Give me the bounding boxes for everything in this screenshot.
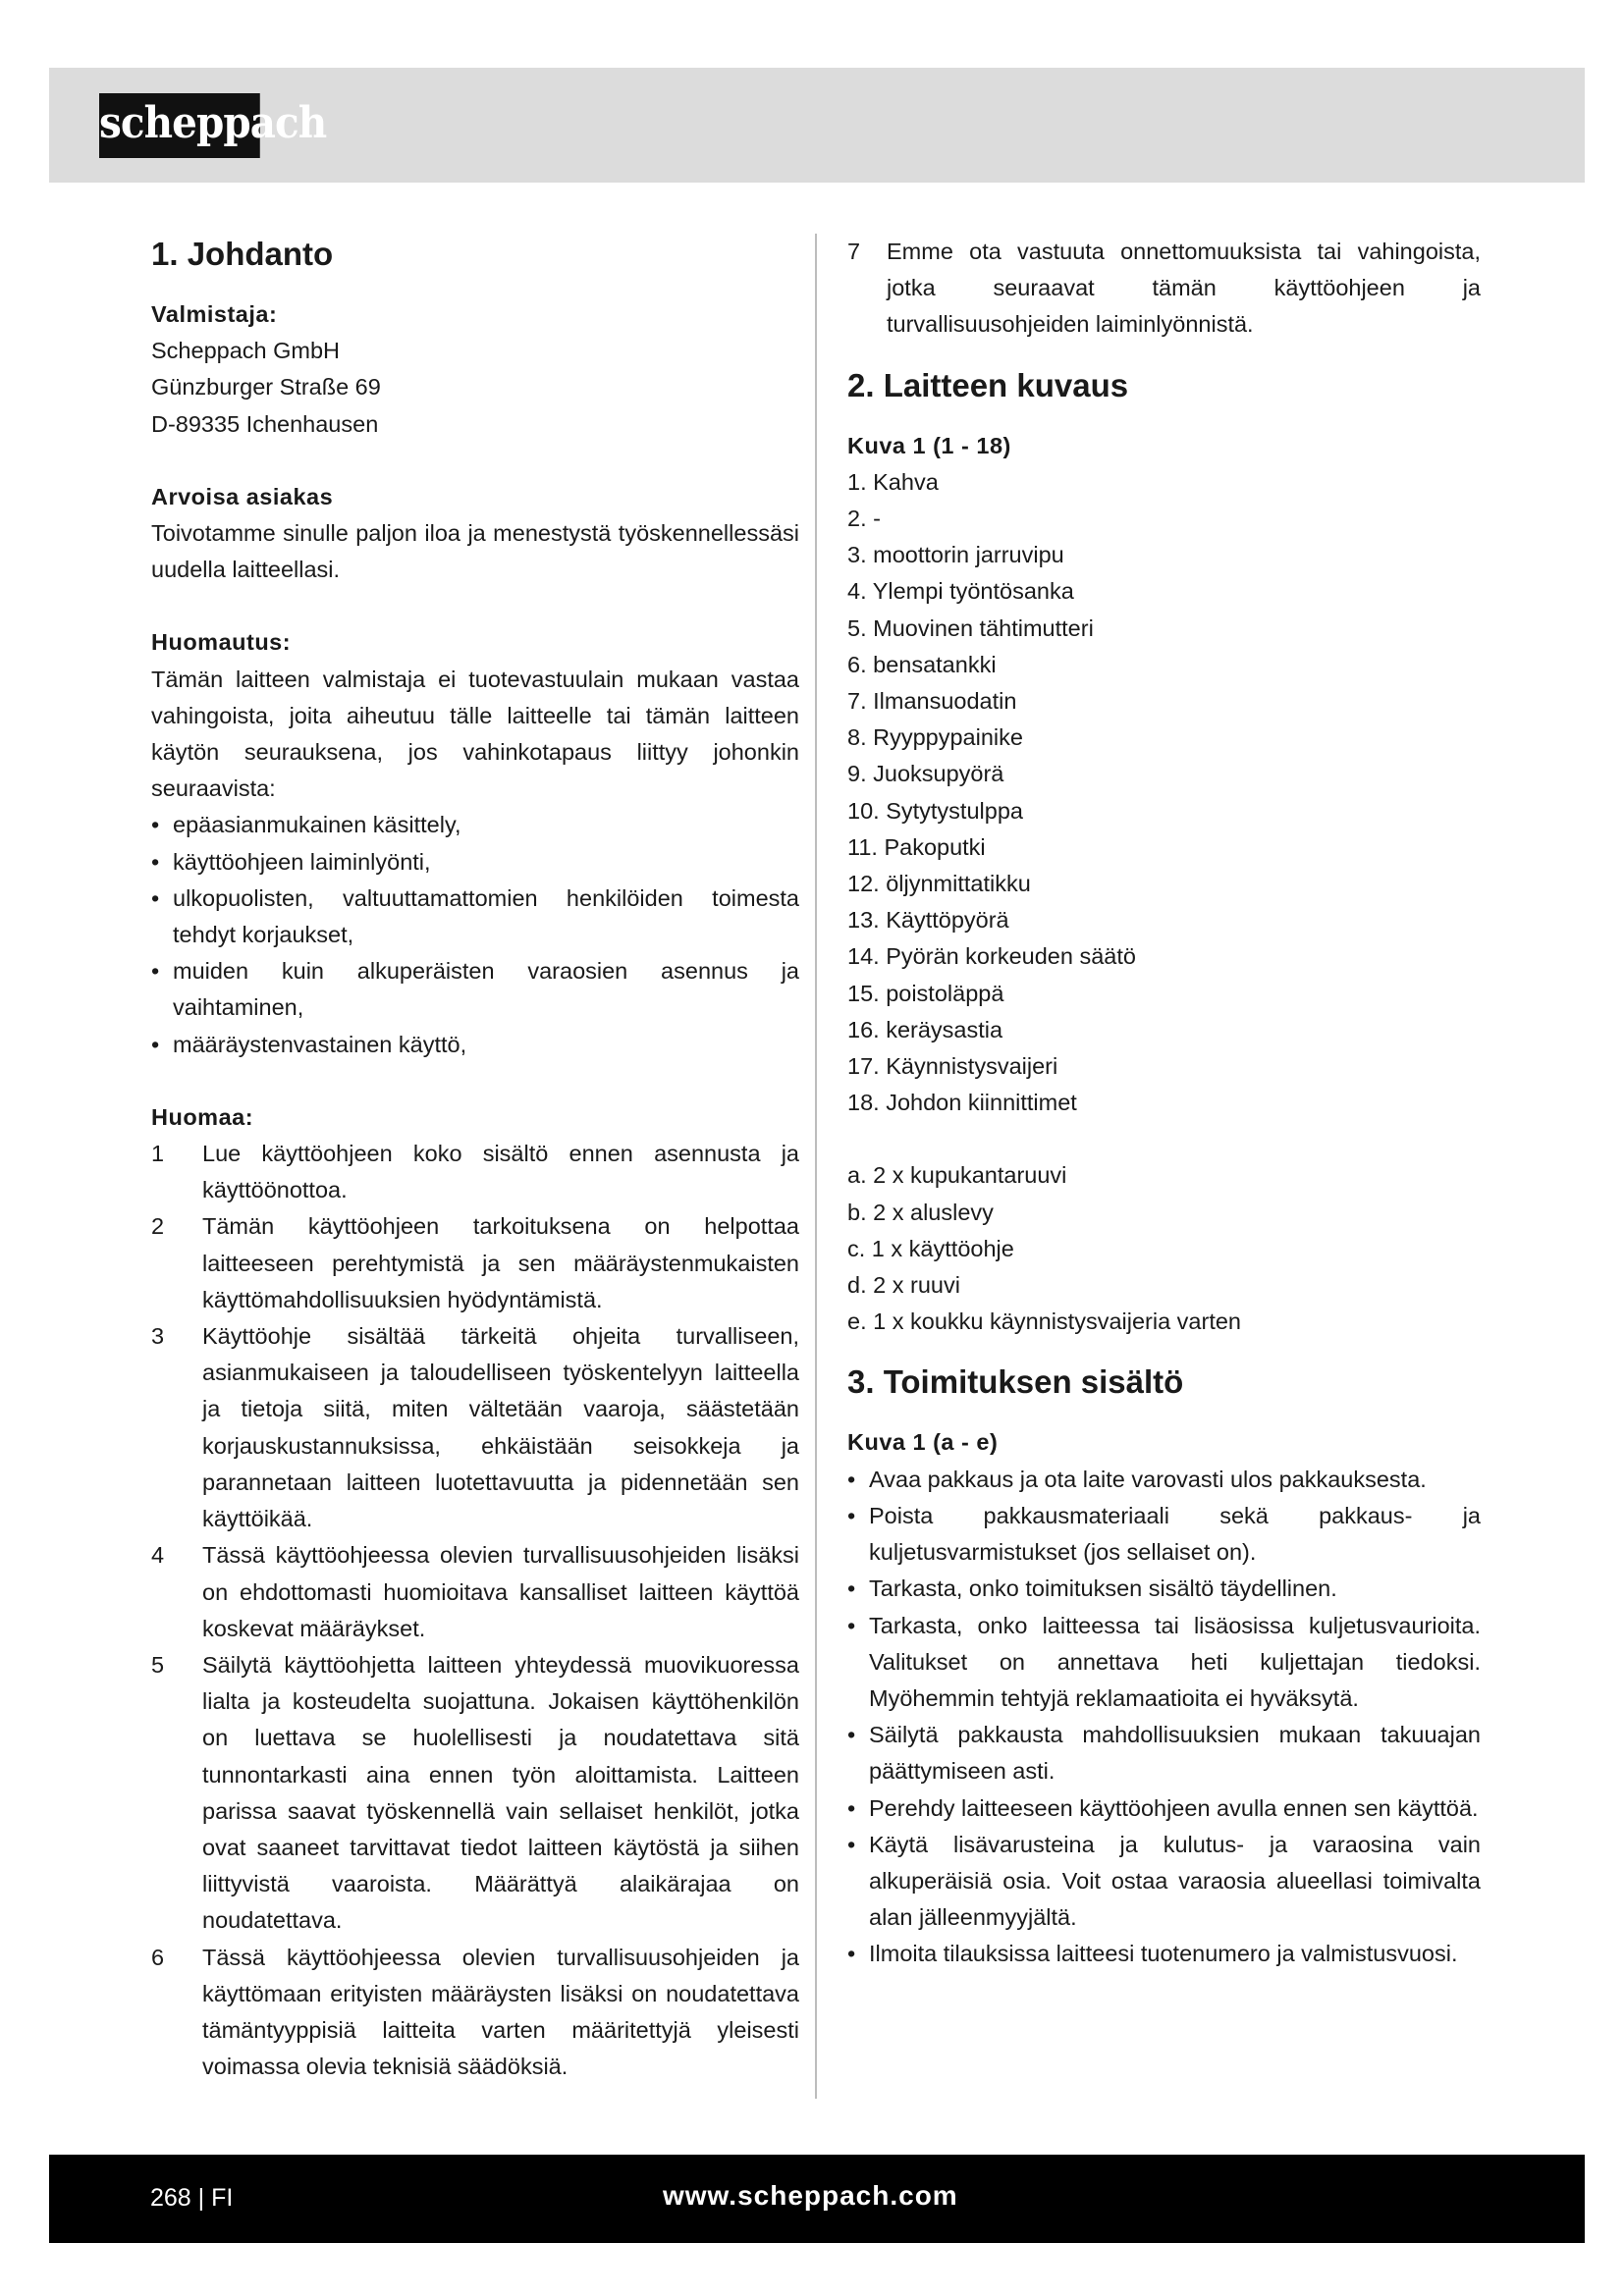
- note-number: 5: [151, 1651, 165, 1678]
- notice-bullet: • käyttöohjeen laiminlyönti,: [151, 844, 799, 881]
- dear-customer-label: Arvoisa asiakas: [151, 483, 334, 509]
- note-number: 3: [151, 1323, 165, 1350]
- manufacturer-label: Valmistaja:: [151, 301, 278, 327]
- section-title-device-description: 2. Laitteen kuvaus: [847, 366, 1129, 403]
- note-number: 7: [847, 239, 861, 264]
- note-item: [151, 1537, 799, 1647]
- delivery-bullet: • Perehdy laitteeseen käyttöohjeen avulla ennen sen käyttöä.: [847, 1790, 1481, 1827]
- website-link[interactable]: www.scheppach.com: [663, 2180, 958, 2211]
- section-title-delivery-contents: 3. Toimituksen sisältö: [847, 1363, 1184, 1401]
- part-item: 1. Kahva: [847, 468, 939, 495]
- manufacturer-line: D-89335 Ichenhausen: [151, 410, 379, 437]
- accessory-item: d. 2 x ruuvi: [847, 1272, 960, 1299]
- part-item: 10. Sytytystulppa: [847, 797, 1023, 824]
- note-text: Käyttöohje sisältää tärkeitä ohjeita turvalliseen, asianmukaiseen ja taloudelliseen työskentelyyn laitteella ja tietoja siitä, miten vältetään vaaroja, säästetään korjauskustannuksissa, ehkäistään seisokkeja ja parannetaan laitteen luotettavuutta ja pidennetään sen käyttöikää.: [202, 1323, 799, 1532]
- part-item: 14. Pyörän korkeuden säätö: [847, 943, 1136, 970]
- note-text: Tämän käyttöohjeen tarkoituksena on helpottaa laitteeseen perehtymistä ja sen määräystenmukaisten käyttömahdollisuuksien hyödyntämistä.: [202, 1213, 799, 1312]
- note-item: [151, 1940, 799, 2086]
- manufacturer-line: Scheppach GmbH: [151, 338, 341, 364]
- note-text: Säilytä käyttöohjetta laitteen yhteydessä muovikuoressa lialta ja kosteudelta suojattuna. Jokaisen käyttöhenkilön on luettava se huolellisesti ja noudatettava sitä tunnontarkasti aina ennen työn aloittamista. Laitteen parissa saavat työskennellä vain sellaiset henkilöt, jotka ovat saaneet tarvittavat tiedot laitteen käytöstä ja siihen liittyvistä vaaroista. Määrättyä alaikärajaa on noudatettava.: [202, 1651, 799, 1934]
- parts-list: [847, 464, 1481, 1122]
- header-band: [49, 68, 1585, 183]
- right-column: [847, 234, 1481, 1973]
- accessory-item: b. 2 x aluslevy: [847, 1199, 994, 1225]
- delivery-bullet: • Tarkasta, onko toimituksen sisältö täydellinen.: [847, 1571, 1481, 1607]
- page-number: 268 | FI: [150, 2184, 234, 2212]
- note-item: [151, 1647, 799, 1940]
- part-item: 15. poistoläppä: [847, 980, 1004, 1006]
- dear-customer-text: Toivotamme sinulle paljon iloa ja menestystä työskennellessäsi uudella laitteellasi.: [151, 520, 799, 583]
- accessory-item: a. 2 x kupukantaruuvi: [847, 1162, 1067, 1189]
- part-item: 13. Käyttöpyörä: [847, 907, 1009, 934]
- part-item: 16. keräysastia: [847, 1016, 1003, 1042]
- part-item: 18. Johdon kiinnittimet: [847, 1090, 1077, 1116]
- section-title-introduction: 1. Johdanto: [151, 236, 334, 272]
- part-item: 17. Käynnistysvaijeri: [847, 1053, 1058, 1080]
- accessory-item: e. 1 x koukku käynnistysvaijeria varten: [847, 1308, 1241, 1335]
- note-item-7: [847, 234, 1481, 344]
- part-item: 11. Pakoputki: [847, 833, 986, 860]
- note-number: 6: [151, 1944, 165, 1970]
- notice-bullet: • epäasianmukainen käsittely,: [151, 807, 799, 843]
- note-number: 4: [151, 1542, 165, 1569]
- column-divider: [815, 234, 817, 2099]
- delivery-bullet: • Tarkasta, onko laitteessa tai lisäosissa kuljetusvaurioita. Valitukset on annettava heti kuljettajan tiedoksi. Myöhemmin tehtyjä reklamaatioita ei hyväksytä.: [847, 1608, 1481, 1718]
- delivery-bullet: • Ilmoita tilauksissa laitteesi tuotenumero ja valmistusvuosi.: [847, 1936, 1481, 1972]
- note-number: 2: [151, 1213, 165, 1240]
- figure-label: Kuva 1 (a - e): [847, 1429, 999, 1456]
- note-item: [151, 1208, 799, 1318]
- part-item: 12. öljynmittatikku: [847, 871, 1031, 897]
- figure-label: Kuva 1 (1 - 18): [847, 432, 1011, 458]
- part-item: 5. Muovinen tähtimutteri: [847, 614, 1094, 641]
- note-item: [151, 1318, 799, 1537]
- notice-bullet: • määräystenvastainen käyttö,: [151, 1027, 799, 1063]
- note-label: Huomaa:: [151, 1103, 254, 1130]
- footer-bar: [49, 2155, 1585, 2243]
- note-text: Tässä käyttöohjeessa olevien turvallisuusohjeiden ja käyttömaan erityisten määräysten lisäksi on noudatettava tämäntyyppisiä laitteita varten määritettyjä yleisesti voimassa olevia teknisiä säädöksiä.: [202, 1944, 799, 2080]
- part-item: 7. Ilmansuodatin: [847, 688, 1017, 715]
- left-column: [151, 234, 799, 2085]
- part-item: 9. Juoksupyörä: [847, 761, 1004, 787]
- delivery-bullet: • Käytä lisävarusteina ja kulutus- ja varaosina vain alkuperäisiä osia. Voit ostaa varaosia alueellasi toimivalta alan jälleenmyyjältä.: [847, 1827, 1481, 1937]
- note-text: Emme ota vastuuta onnettomuuksista tai vahingoista, jotka seuraavat tämän käyttöohjeen ja turvallisuusohjeiden laiminlyönnistä.: [887, 239, 1481, 338]
- part-item: 4. Ylempi työntösanka: [847, 578, 1074, 605]
- part-item: 8. Ryyppypainike: [847, 724, 1023, 751]
- scheppach-logo: scheppach: [99, 93, 260, 158]
- accessory-item: c. 1 x käyttöohje: [847, 1235, 1014, 1261]
- manufacturer-line: Günzburger Straße 69: [151, 374, 381, 400]
- note-text: Tässä käyttöohjeessa olevien turvallisuusohjeiden lisäksi on ehdottomasti huomioitava kansalliset laitteen käyttöä koskevat määräykset.: [202, 1542, 799, 1641]
- part-item: 6. bensatankki: [847, 651, 997, 677]
- delivery-bullet: • Säilytä pakkausta mahdollisuuksien mukaan takuuajan päättymiseen asti.: [847, 1717, 1481, 1789]
- delivery-bullet: • Avaa pakkaus ja ota laite varovasti ulos pakkauksesta.: [847, 1462, 1481, 1498]
- part-item: 3. moottorin jarruvipu: [847, 542, 1064, 568]
- notice-bullet: • ulkopuolisten, valtuuttamattomien henkilöiden toimesta tehdyt korjaukset,: [151, 881, 799, 953]
- delivery-bullet: • Poista pakkausmateriaali sekä pakkaus- ja kuljetusvarmistukset (jos sellaiset on).: [847, 1498, 1481, 1571]
- accessory-list: [847, 1157, 1481, 1340]
- notice-bullet: • muiden kuin alkuperäisten varaosien asennus ja vaihtaminen,: [151, 953, 799, 1026]
- note-text: Lue käyttöohjeen koko sisältö ennen asennusta ja käyttöönottoa.: [202, 1141, 799, 1203]
- notice-label: Huomautus:: [151, 629, 292, 656]
- note-number: 1: [151, 1141, 165, 1167]
- part-item: 2. -: [847, 506, 881, 532]
- note-item: [151, 1136, 799, 1208]
- notice-text: Tämän laitteen valmistaja ei tuotevastuulain mukaan vastaa vahingoista, joita aiheutuu tälle laitteelle tai tämän laitteen käytön seurauksena, jos vahinkotapaus liittyy johonkin seuraavista:: [151, 666, 799, 802]
